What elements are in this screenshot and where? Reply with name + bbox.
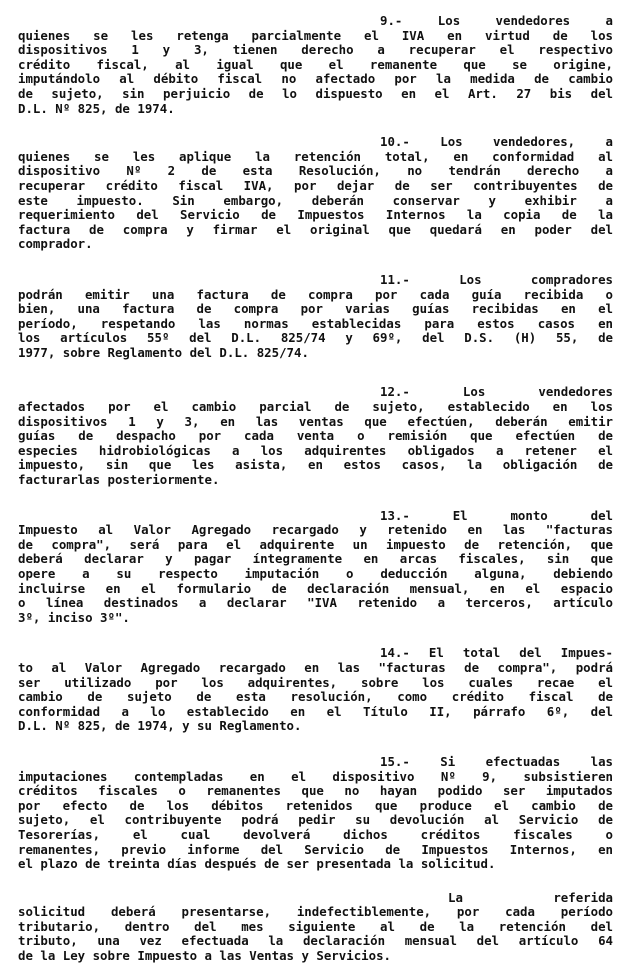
paragraph-16-line-3: tributario, dentro del mes siguiente al de la retención del — [18, 918, 613, 934]
paragraph-15-line-1: 15.- Si efectuadas las — [380, 753, 613, 769]
paragraph-14-line-2: to al Valor Agregado recargado en las "facturas de compra", podrá — [18, 659, 613, 675]
paragraph-9-line-5: imputándolo al débito fiscal no afectado por la medida de cambio — [18, 71, 613, 87]
paragraph-11-line-3: bien, una factura de compra por varias guías recibidas en el — [18, 301, 613, 317]
paragraph-15 — [18, 755, 613, 872]
paragraph-15-line-3: créditos fiscales o remanentes que no hayan podido ser imputados — [18, 783, 613, 799]
paragraph-12-line-5: especies hidrobiológicas a los adquirentes obligados a retener el — [18, 442, 613, 458]
paragraph-gap — [18, 252, 613, 273]
paragraph-gap — [18, 734, 613, 755]
paragraph-10-line-4: recuperar crédito fiscal IVA, por dejar de ser contribuyentes de — [18, 177, 613, 193]
paragraph-gap — [18, 625, 613, 646]
paragraph-gap — [18, 116, 613, 135]
paragraph-9 — [18, 14, 613, 116]
paragraph-16-line-1: La referida — [448, 889, 613, 905]
paragraph-9-line-7: D.L. Nº 825, de 1974. — [18, 100, 175, 116]
paragraph-gap — [18, 488, 613, 509]
paragraph-10-line-3: dispositivo Nº 2 de esta Resolución, no tendrán derecho a — [18, 163, 613, 179]
paragraph-9-line-6: de sujeto, sin perjuicio de lo dispuesto en el Art. 27 bis del — [18, 85, 613, 101]
paragraph-13-line-6: incluirse en el formulario de declaración mensual, en el espacio — [18, 580, 613, 596]
paragraph-10-line-2: quienes se les aplique la retención total, en conformidad al — [18, 148, 613, 164]
paragraph-14-line-1: 14.- El total del Impues- — [380, 645, 613, 661]
paragraph-15-line-6: Tesorerías, el cual devolverá dichos créditos fiscales o — [18, 826, 613, 842]
paragraph-13-line-5: opere a su respecto imputación o deducción alguna, debiendo — [18, 566, 613, 581]
paragraph-9-line-1: 9.- Los vendedores a — [380, 13, 613, 28]
paragraph-16-line-5: de la Ley sobre Impuesto a las Ventas y Servicios. — [18, 948, 391, 964]
paragraph-12 — [18, 385, 613, 487]
paragraph-11 — [18, 273, 613, 361]
paragraph-10-line-1: 10.- Los vendedores, a — [380, 134, 613, 150]
paragraph-15-line-5: sujeto, el contribuyente podrá pedir su devolución al Servicio de — [18, 812, 613, 828]
paragraph-10-line-8: comprador. — [18, 236, 93, 252]
paragraph-16-line-2: solicitud deberá presentarse, indefectiblemente, por cada período — [18, 904, 613, 920]
paragraph-gap — [18, 360, 613, 385]
paragraph-13-line-8: 3º, inciso 3º". — [18, 609, 130, 625]
paragraph-10-line-5: este impuesto. Sin embargo, deberán conservar y exhibir a — [18, 192, 613, 208]
paragraph-9-line-4: crédito fiscal, al igual que el remanente que se origine, — [18, 56, 613, 72]
paragraph-10 — [18, 135, 613, 252]
paragraph-13-line-4: deberá declarar y pagar íntegramente en arcas fiscales, sin que — [18, 551, 613, 567]
paragraph-12-line-4: guías de despacho por cada venta o remisión que efectúen de — [18, 428, 613, 444]
paragraph-11-line-2: podrán emitir una factura de compra por cada guía recibida o — [18, 286, 613, 302]
paragraph-15-line-8: el plazo de treinta días después de ser presentada la solicitud. — [18, 856, 496, 872]
paragraph-9-line-3: dispositivos 1 y 3, tienen derecho a recuperar el respectivo — [18, 42, 613, 58]
paragraph-16 — [18, 891, 613, 964]
paragraph-9-line-2: quienes se les retenga parcialmente el IVA en virtud de los — [18, 27, 613, 43]
paragraph-13-line-1: 13.- El monto del — [380, 507, 613, 523]
paragraph-11-line-5: los artículos 55º del D.L. 825/74 y 69º, del D.S. (H) 55, de — [18, 330, 613, 346]
paragraph-13 — [18, 509, 613, 626]
paragraph-13-line-3: de compra", será para el adquirente un impuesto de retención, que — [18, 536, 613, 552]
paragraph-14-line-3: ser utilizado por los adquirentes, sobre los cuales recae el — [18, 674, 613, 690]
paragraph-15-line-4: por efecto de los débitos retenidos que produce el cambio de — [18, 797, 613, 813]
paragraph-15-line-2: imputaciones contempladas en el dispositivo Nº 9, subsistieren — [18, 768, 613, 784]
paragraph-14-line-4: cambio de sujeto de esta resolución, como crédito fiscal de — [18, 689, 613, 705]
paragraph-12-line-3: dispositivos 1 y 3, en las ventas que efectúen, deberán emitir — [18, 413, 613, 429]
paragraph-12-line-7: facturarlas posteriormente. — [18, 472, 220, 488]
paragraph-14-line-5: conformidad a lo establecido en el Título II, párrafo 6º, del — [18, 703, 613, 719]
paragraph-15-line-7: remanentes, previo informe del Servicio de Impuestos Internos, en — [18, 841, 613, 857]
paragraph-14-line-6: D.L. Nº 825, de 1974, y su Reglamento. — [18, 718, 302, 734]
paragraph-11-line-1: 11.- Los compradores — [380, 271, 613, 287]
paragraph-gap — [18, 872, 613, 891]
paragraph-16-line-4: tributo, una vez efectuada la declaración mensual del artículo 64 — [18, 933, 613, 949]
paragraph-13-line-7: o línea destinados a declarar "IVA retenido a terceros, artículo — [18, 595, 613, 611]
paragraph-12-line-2: afectados por el cambio parcial de sujeto, establecido en los — [18, 399, 613, 415]
paragraph-12-line-1: 12.- Los vendedores — [380, 384, 613, 400]
paragraph-11-line-6: 1977, sobre Reglamento del D.L. 825/74. — [18, 344, 309, 360]
paragraph-11-line-4: período, respetando las normas establecidas para estos casos en — [18, 315, 613, 331]
paragraph-10-line-6: requerimiento del Servicio de Impuestos Internos la copia de la — [18, 207, 613, 223]
paragraph-14 — [18, 646, 613, 734]
paragraph-10-line-7: factura de compra y firmar el original que quedará en poder del — [18, 221, 613, 237]
paragraph-12-line-6: impuesto, sin que les asista, en estos casos, la obligación de — [18, 457, 613, 473]
paragraph-13-line-2: Impuesto al Valor Agregado recargado y retenido en las "facturas — [18, 522, 613, 538]
